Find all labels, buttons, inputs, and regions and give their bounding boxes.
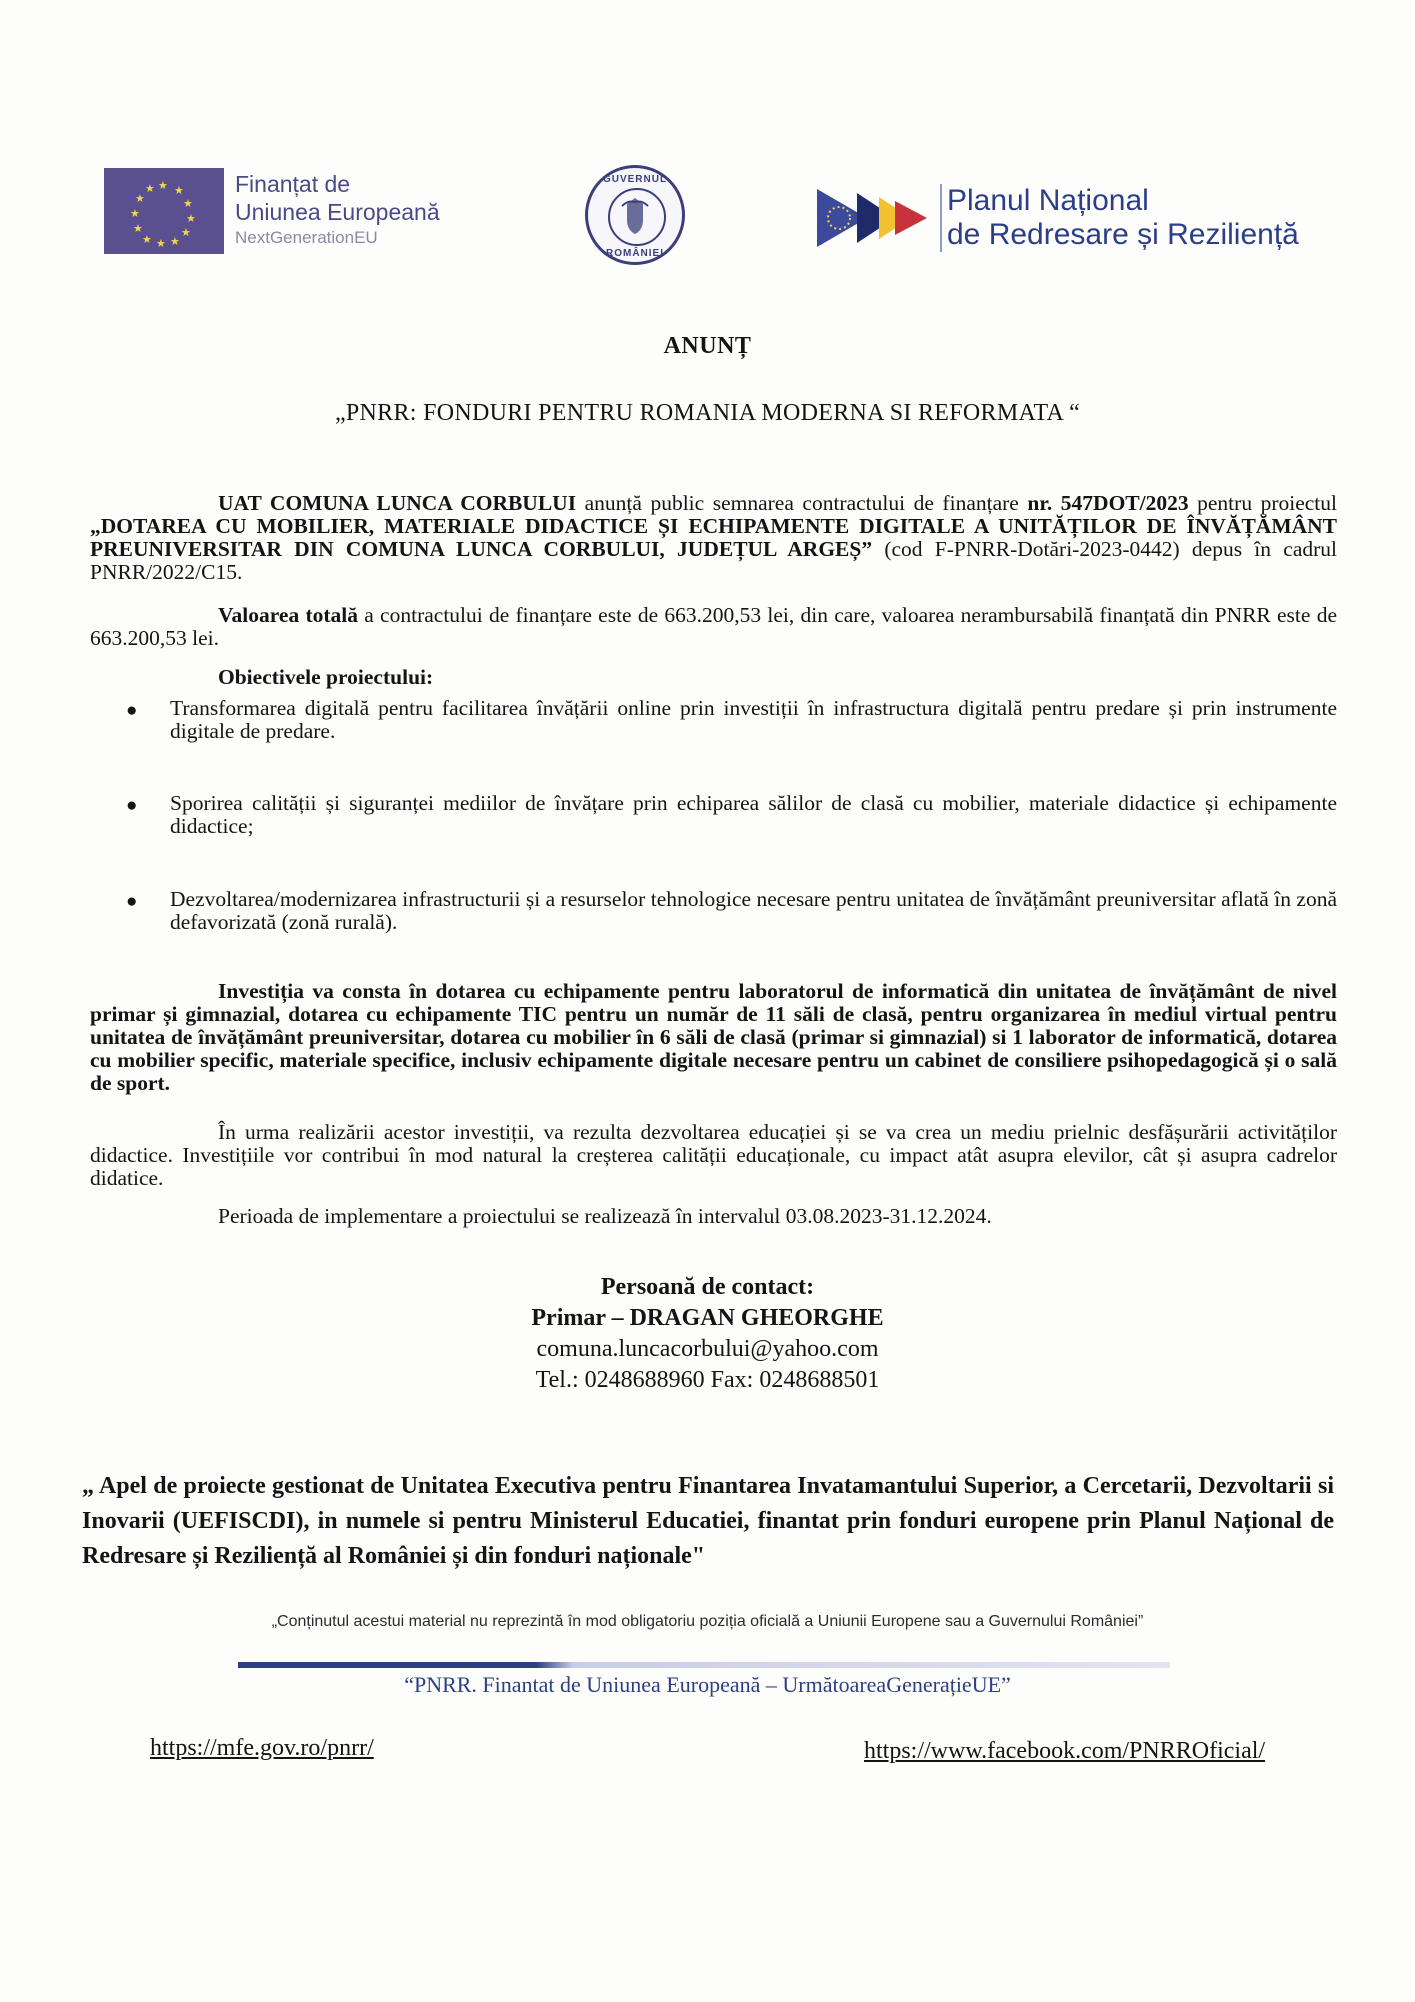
star-icon: ★ xyxy=(133,222,143,235)
contact-heading: Persoană de contact: xyxy=(600,1274,815,1300)
intro-paragraph xyxy=(90,492,1337,584)
bullet-icon: ● xyxy=(126,891,138,912)
star-icon: ★ xyxy=(145,182,155,195)
government-seal-logo xyxy=(585,165,685,265)
seal-top-text: GUVERNUL xyxy=(602,174,668,185)
star-icon: ★ xyxy=(158,179,168,192)
contract-number: nr. 547DOT/2023 xyxy=(1027,491,1189,515)
pnrr-title-label xyxy=(940,184,1299,252)
contact-email[interactable]: comuna.luncacorbului@yahoo.com xyxy=(536,1336,879,1362)
star-icon: ★ xyxy=(181,226,191,239)
value-label: Valoarea totală xyxy=(218,603,359,627)
eu-line-3: NextGenerationEU xyxy=(235,228,378,247)
coat-of-arms-icon xyxy=(608,188,666,246)
results-paragraph: În urma realizării acestor investiții, va rezulta dezvoltarea educației și se va crea un mediu prielnic desfășurării activităților didactice. Investițiile vor contribui în mod natural la creșterea calității educaționale, cu impact atât asupra elevilor, cât și asupra cadrelor didatice. xyxy=(90,1120,1337,1190)
bullet-icon: ● xyxy=(126,700,138,721)
eu-flag-logo xyxy=(104,168,224,254)
announcement-subtitle: „PNRR: FONDURI PENTRU ROMANIA MODERNA SI REFORMATA “ xyxy=(334,400,1081,426)
project-name: „DOTAREA CU MOBILIER, MATERIALE DIDACTICE ȘI ECHIPAMENTE DIGITALE A UNITĂȚILOR DE ÎNVĂȚĂMÂNT PREUNIVERSITAR DIN COMUNA LUNCA CORBULUI, JUDEȚUL ARGEȘ” xyxy=(90,514,1337,561)
star-icon: ★ xyxy=(135,192,145,205)
contact-phones: Tel.: 0248688960 Fax: 0248688501 xyxy=(535,1367,880,1393)
star-icon: ★ xyxy=(183,197,193,210)
objective-item: Transformarea digitală pentru facilitarea învățării online prin investiții în infrastructura digitală pentru predare și prin instrumente digitale de predare. xyxy=(170,696,1337,743)
star-icon: ★ xyxy=(174,184,184,197)
star-icon: ★ xyxy=(186,212,196,225)
objective-item: Dezvoltarea/modernizarea infrastructurii și a resurselor tehnologice necesare pentru unitatea de învățământ preuniversitar aflată în zonă defavorizată (zonă rurală). xyxy=(170,887,1337,934)
bullet-icon: ● xyxy=(126,795,138,816)
call-statement: „ Apel de proiecte gestionat de Unitatea Executiva pentru Finantarea Invatamantului Superior, a Cercetarii, Dezvoltarii si Inovarii (UEFISCDI), in numele si pentru Ministerul Educatiei, finantat prin fonduri europene prin Planul Național de Redresare și Reziliență al României și din fonduri naționale" xyxy=(82,1473,1334,1569)
period-paragraph: Perioada de implementare a proiectului se realizează în intervalul 03.08.2023-31.12.2024. xyxy=(218,1204,992,1228)
eu-line-2: Uniunea Europeană xyxy=(235,199,440,225)
value-paragraph xyxy=(90,604,1337,650)
star-icon: ★ xyxy=(142,233,152,246)
uat-name: UAT COMUNA LUNCA CORBULUI xyxy=(218,491,577,515)
objective-item: Sporirea calității și siguranței mediilor de învățare prin echiparea sălilor de clasă cu mobilier, materiale didactice și echipamente didactice; xyxy=(170,791,1337,838)
announcement-title: ANUNȚ xyxy=(663,333,752,359)
pnrr-line-1: Planul Național xyxy=(947,184,1149,217)
star-icon: ★ xyxy=(130,207,140,220)
footer-tagline: “PNRR. Finantat de Uniunea Europeană – UrmătoareaGenerațieUE” xyxy=(404,1672,1011,1697)
objectives-heading: Obiectivele proiectului: xyxy=(218,665,434,689)
intro-text-1: anunță public semnarea contractului de finanțare xyxy=(576,491,1028,515)
eu-funding-label xyxy=(235,170,440,250)
intro-text-2: pentru proiectul xyxy=(1188,491,1338,515)
contact-block xyxy=(0,1272,1415,1396)
star-icon: ★ xyxy=(156,237,166,250)
value-text: a contractului de finanțare este de 663.200,53 lei, din care, valoarea nerambursabilă finanțată din PNRR este de 663.200,53 lei. xyxy=(90,603,1337,650)
disclaimer-text: „Conținutul acestui material nu reprezintă în mod obligatoriu poziția oficială a Uniunii Europene sau a Guvernului României” xyxy=(271,1613,1144,1630)
intro-text-3: (cod F-PNRR-Dotări-2023-0442) depus în cadrul PNRR/2022/C15. xyxy=(90,537,1338,584)
facebook-link[interactable]: https://www.facebook.com/PNRROficial/ xyxy=(864,1738,1266,1764)
mfe-link[interactable]: https://mfe.gov.ro/pnrr/ xyxy=(150,1735,374,1761)
eu-line-1: Finanțat de xyxy=(235,171,351,197)
contact-name: Primar – DRAGAN GHEORGHE xyxy=(531,1305,884,1331)
footer-divider xyxy=(238,1662,1170,1668)
pnrr-line-2: de Redresare și Reziliență xyxy=(947,218,1299,251)
star-icon: ★ xyxy=(170,235,180,248)
pnrr-arrows-logo xyxy=(817,183,937,253)
seal-bottom-text: ROMÂNIEI xyxy=(606,248,664,259)
investment-paragraph: Investiția va consta în dotarea cu echipamente pentru laboratorul de informatică din unitatea de învățământ de nivel primar și gimnazial, dotarea cu echipamente TIC pentru un număr de 11 săli de clasă, pentru organizarea în mediul virtual pentru unitatea de învățământ preuniversitar, dotarea cu mobilier în 6 săli de clasă (primar si gimnazial) si 1 laborator de informatică, dotarea cu mobilier specific, materiale specifice, inclusiv echipamente digitale necesare pentru un cabinet de consiliere psihopedagogică și o sală de sport. xyxy=(90,979,1337,1095)
